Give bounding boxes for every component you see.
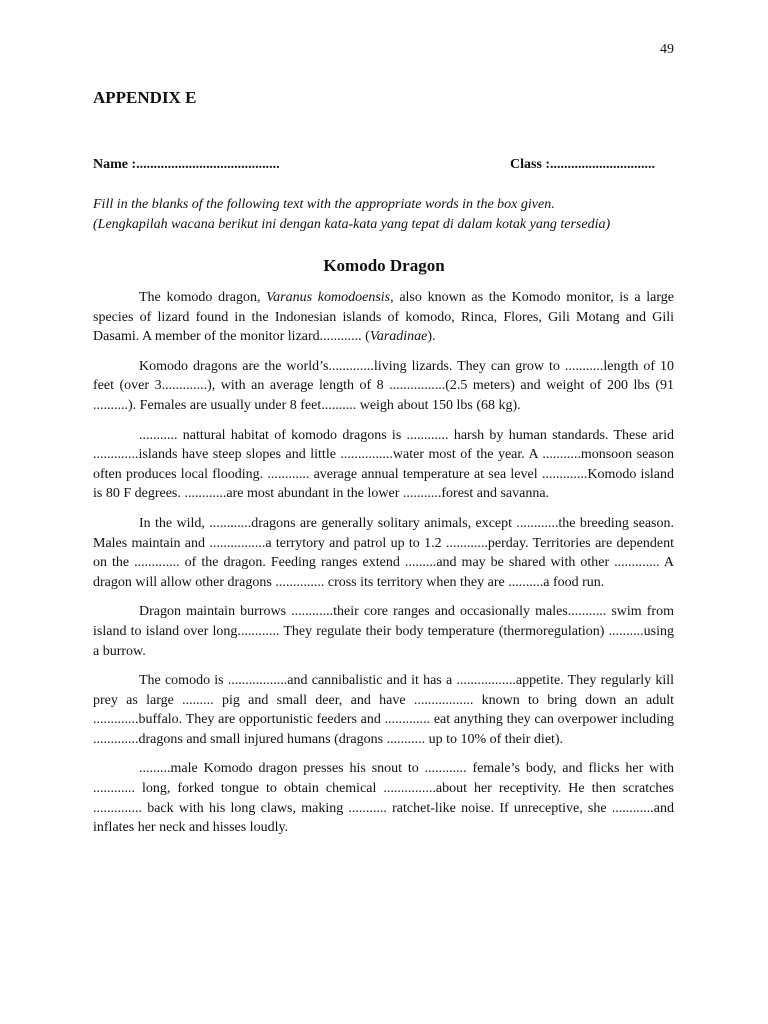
paragraph-6: The comodo is .................and cannibalistic and it has a .................appetite. They regularly kill prey as large ......... pig and small deer, and have ................. known to bring down an adult .............buffalo. They are opportunistic feeders and ............. eat anything they can overpower including .............dragons and small injured humans (dragons ........... up to 10% of their diet).	[93, 673, 674, 747]
paragraph-7: .........male Komodo dragon presses his snout to ............ female’s body, and flicks her with ............ long, forked tongue to obtain chemical ...............about her receptivity. He then scratches .............. back with his long claws, making ........... ratchet-like noise. If unreceptive, she ............and inflates her neck and hisses loudly.	[93, 761, 674, 836]
article-title: Komodo Dragon	[323, 256, 445, 275]
paragraph-4: In the wild, ............dragons are generally solitary animals, except ............the breeding season. Males maintain and ................a terrytory and patrol up to 1.2 ............perday. Territories are dependent on the ............. of the dragon. Feeding ranges extend .........and may be shared with other ............. A dragon will allow other dragons .............. cross its territory when they are ..........a food run.	[93, 515, 674, 590]
class-field: Class :..............................	[510, 157, 656, 172]
paragraph-3: ........... nattural habitat of komodo dragons is ............ harsh by human standards. These arid .............islands have steep slopes and little ...............water most of the year. A ...........monsoon season often produces local flooding. ............ average annual temperature at sea level .............Komodo island is 80 F degrees. ............are most abundant in the lower ...........forest and savanna.	[93, 427, 674, 502]
instructions-english: Fill in the blanks of the following text with the appropriate words in the box given.	[93, 197, 555, 212]
paragraph-2: Komodo dragons are the world’s.............living lizards. They can grow to ...........length of 10 feet (over 3.............), with an average length of 8 ................(2.5 meters) and weight of 200 lbs (91 ..........). Females are usually under 8 feet.......... weigh about 150 lbs (68 kg).	[93, 358, 674, 413]
paragraph-1: The komodo dragon, Varanus komodoensis, also known as the Komodo monitor, is a large species of lizard found in the Indonesian islands of komodo, Rinca, Flores, Gili Motang and Gili Dasami. A member of the monitor lizard............ (Varadinae).	[93, 290, 674, 345]
name-field: Name :.........................................	[93, 157, 280, 172]
appendix-heading: APPENDIX E	[93, 88, 197, 107]
page-number: 49	[660, 42, 674, 57]
instructions	[93, 195, 683, 235]
article-body	[93, 288, 674, 848]
paragraph-5: Dragon maintain burrows ............their core ranges and occasionally males........... swim from island to island over long............ They regulate their body temperature (thermoregulation) ..........using a burrow.	[93, 604, 674, 659]
instructions-indonesian: (Lengkapilah wacana berikut ini dengan kata-kata yang tepat di dalam kotak yang tersedia)	[93, 217, 611, 232]
